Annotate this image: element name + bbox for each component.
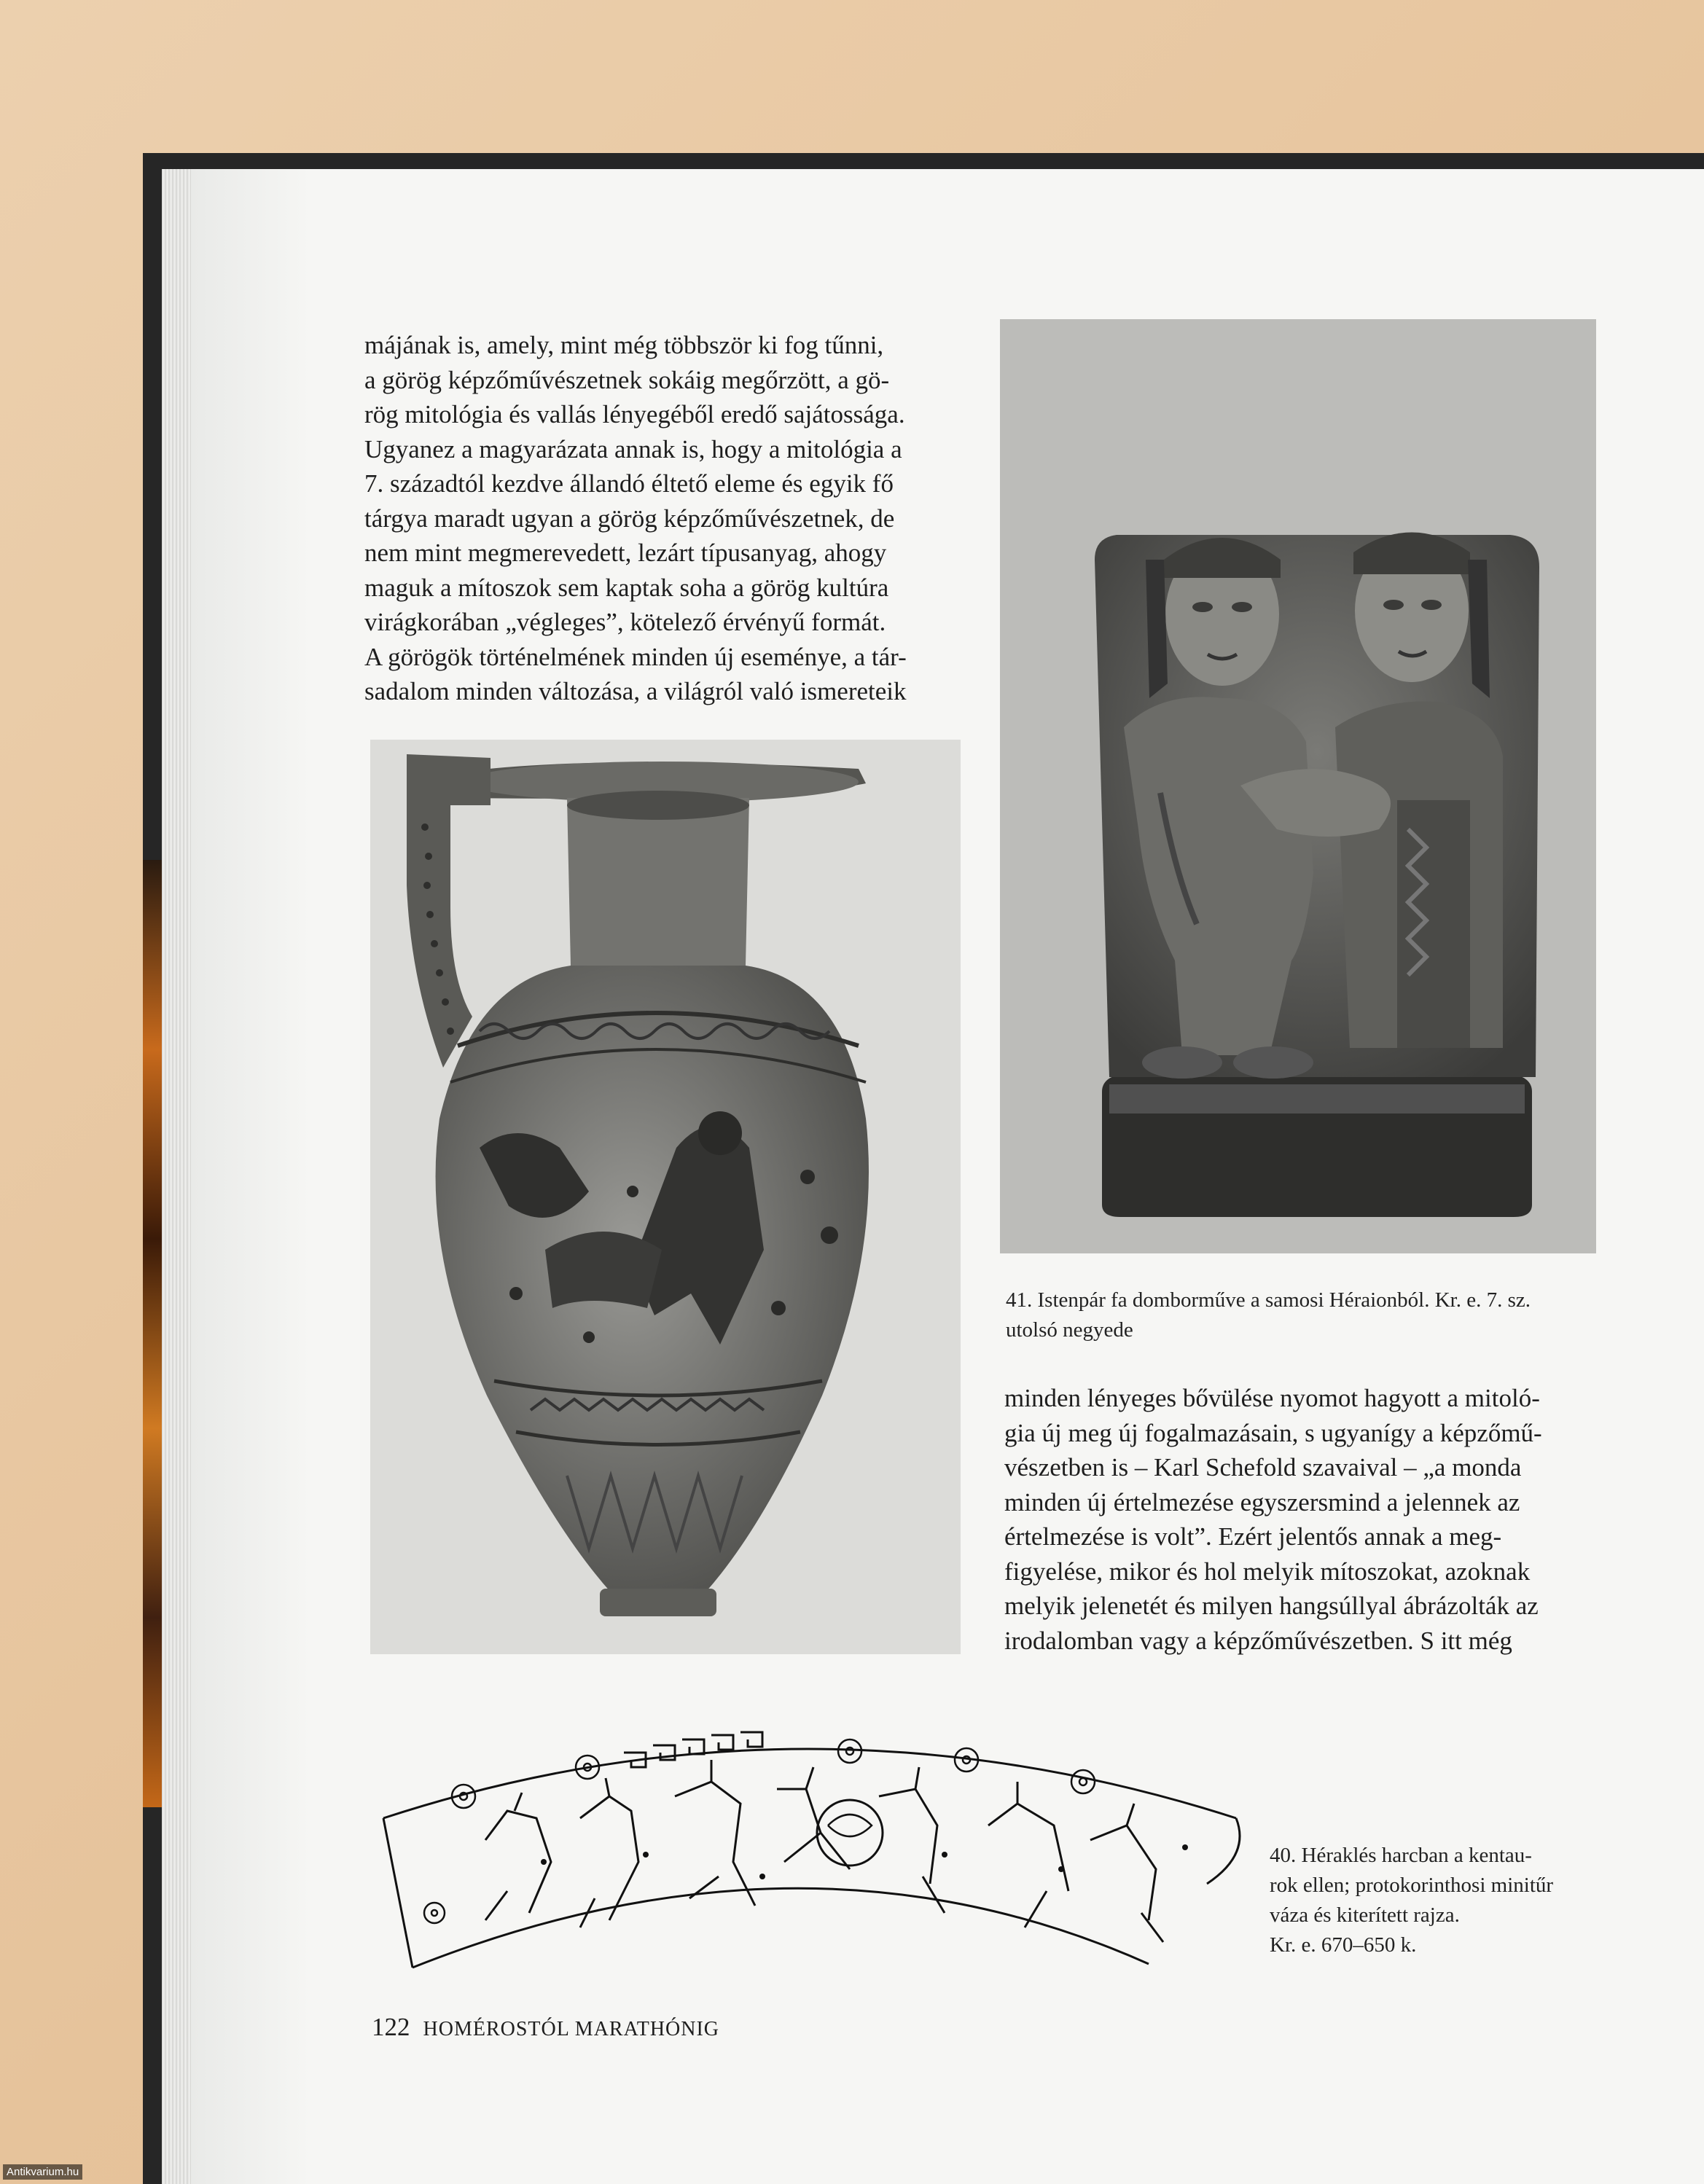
vase-photo [370, 740, 961, 1654]
page-number: 122 [372, 2013, 410, 2041]
figure-40-caption: 40. Héraklés harcban a kentau- rok ellen; protokorinthosi minitűr váza és kiterített rajza. Kr. e. 670–650 k. [1270, 1844, 1554, 1957]
relief-photo [1000, 319, 1596, 1253]
vase-frieze-drawing [369, 1709, 1251, 1982]
running-head: HOMÉROSTÓL MARATHÓNIG [423, 2018, 720, 2040]
body-text-left: májának is, amely, mint még többször ki fog tűnni, a görög képzőművészetnek sokáig megőrzött, a gö- rög mitológia és vallás lényegéből eredő sajátossága. Ugyanez a magyarázata annak is, hogy a mitológia a 7. századtól kezdve állandó éltető eleme és egyik fő tárgya maradt ugyan a görög képzőművészetnek, de nem mint megmerevedett, lezárt típusanyag, ahogy maguk a mítoszok sem kaptak soha a görög kultúra virágkorában „végleges”, kötelező érvényű formát. A görögök történelmének minden új eseménye, a tár- sadalom minden változása, a világról való ismereteik [364, 331, 907, 705]
page-footer [372, 2013, 719, 2042]
figure-41-caption: 41. Istenpár fa domborműve a samosi Héraionból. Kr. e. 7. sz. utolsó negyede [1006, 1288, 1531, 1342]
watermark: Antikvarium.hu [3, 2164, 82, 2180]
body-text-right: minden lényeges bővülése nyomot hagyott a mitoló- gia új meg új fogalmazásain, s ugyanígy a képzőmű- vészetben is – Karl Schefold szavaival – „a monda minden új értelmezése egyszersmind a jelennek az értelmezése is volt”. Ezért jelentős annak a meg- figyelése, mikor és hol melyik mítoszokat, azoknak melyik jelenetét és milyen hangsúllyal ábrázolták az irodalomban vagy a képzőművészetben. S itt még [1004, 1384, 1542, 1655]
